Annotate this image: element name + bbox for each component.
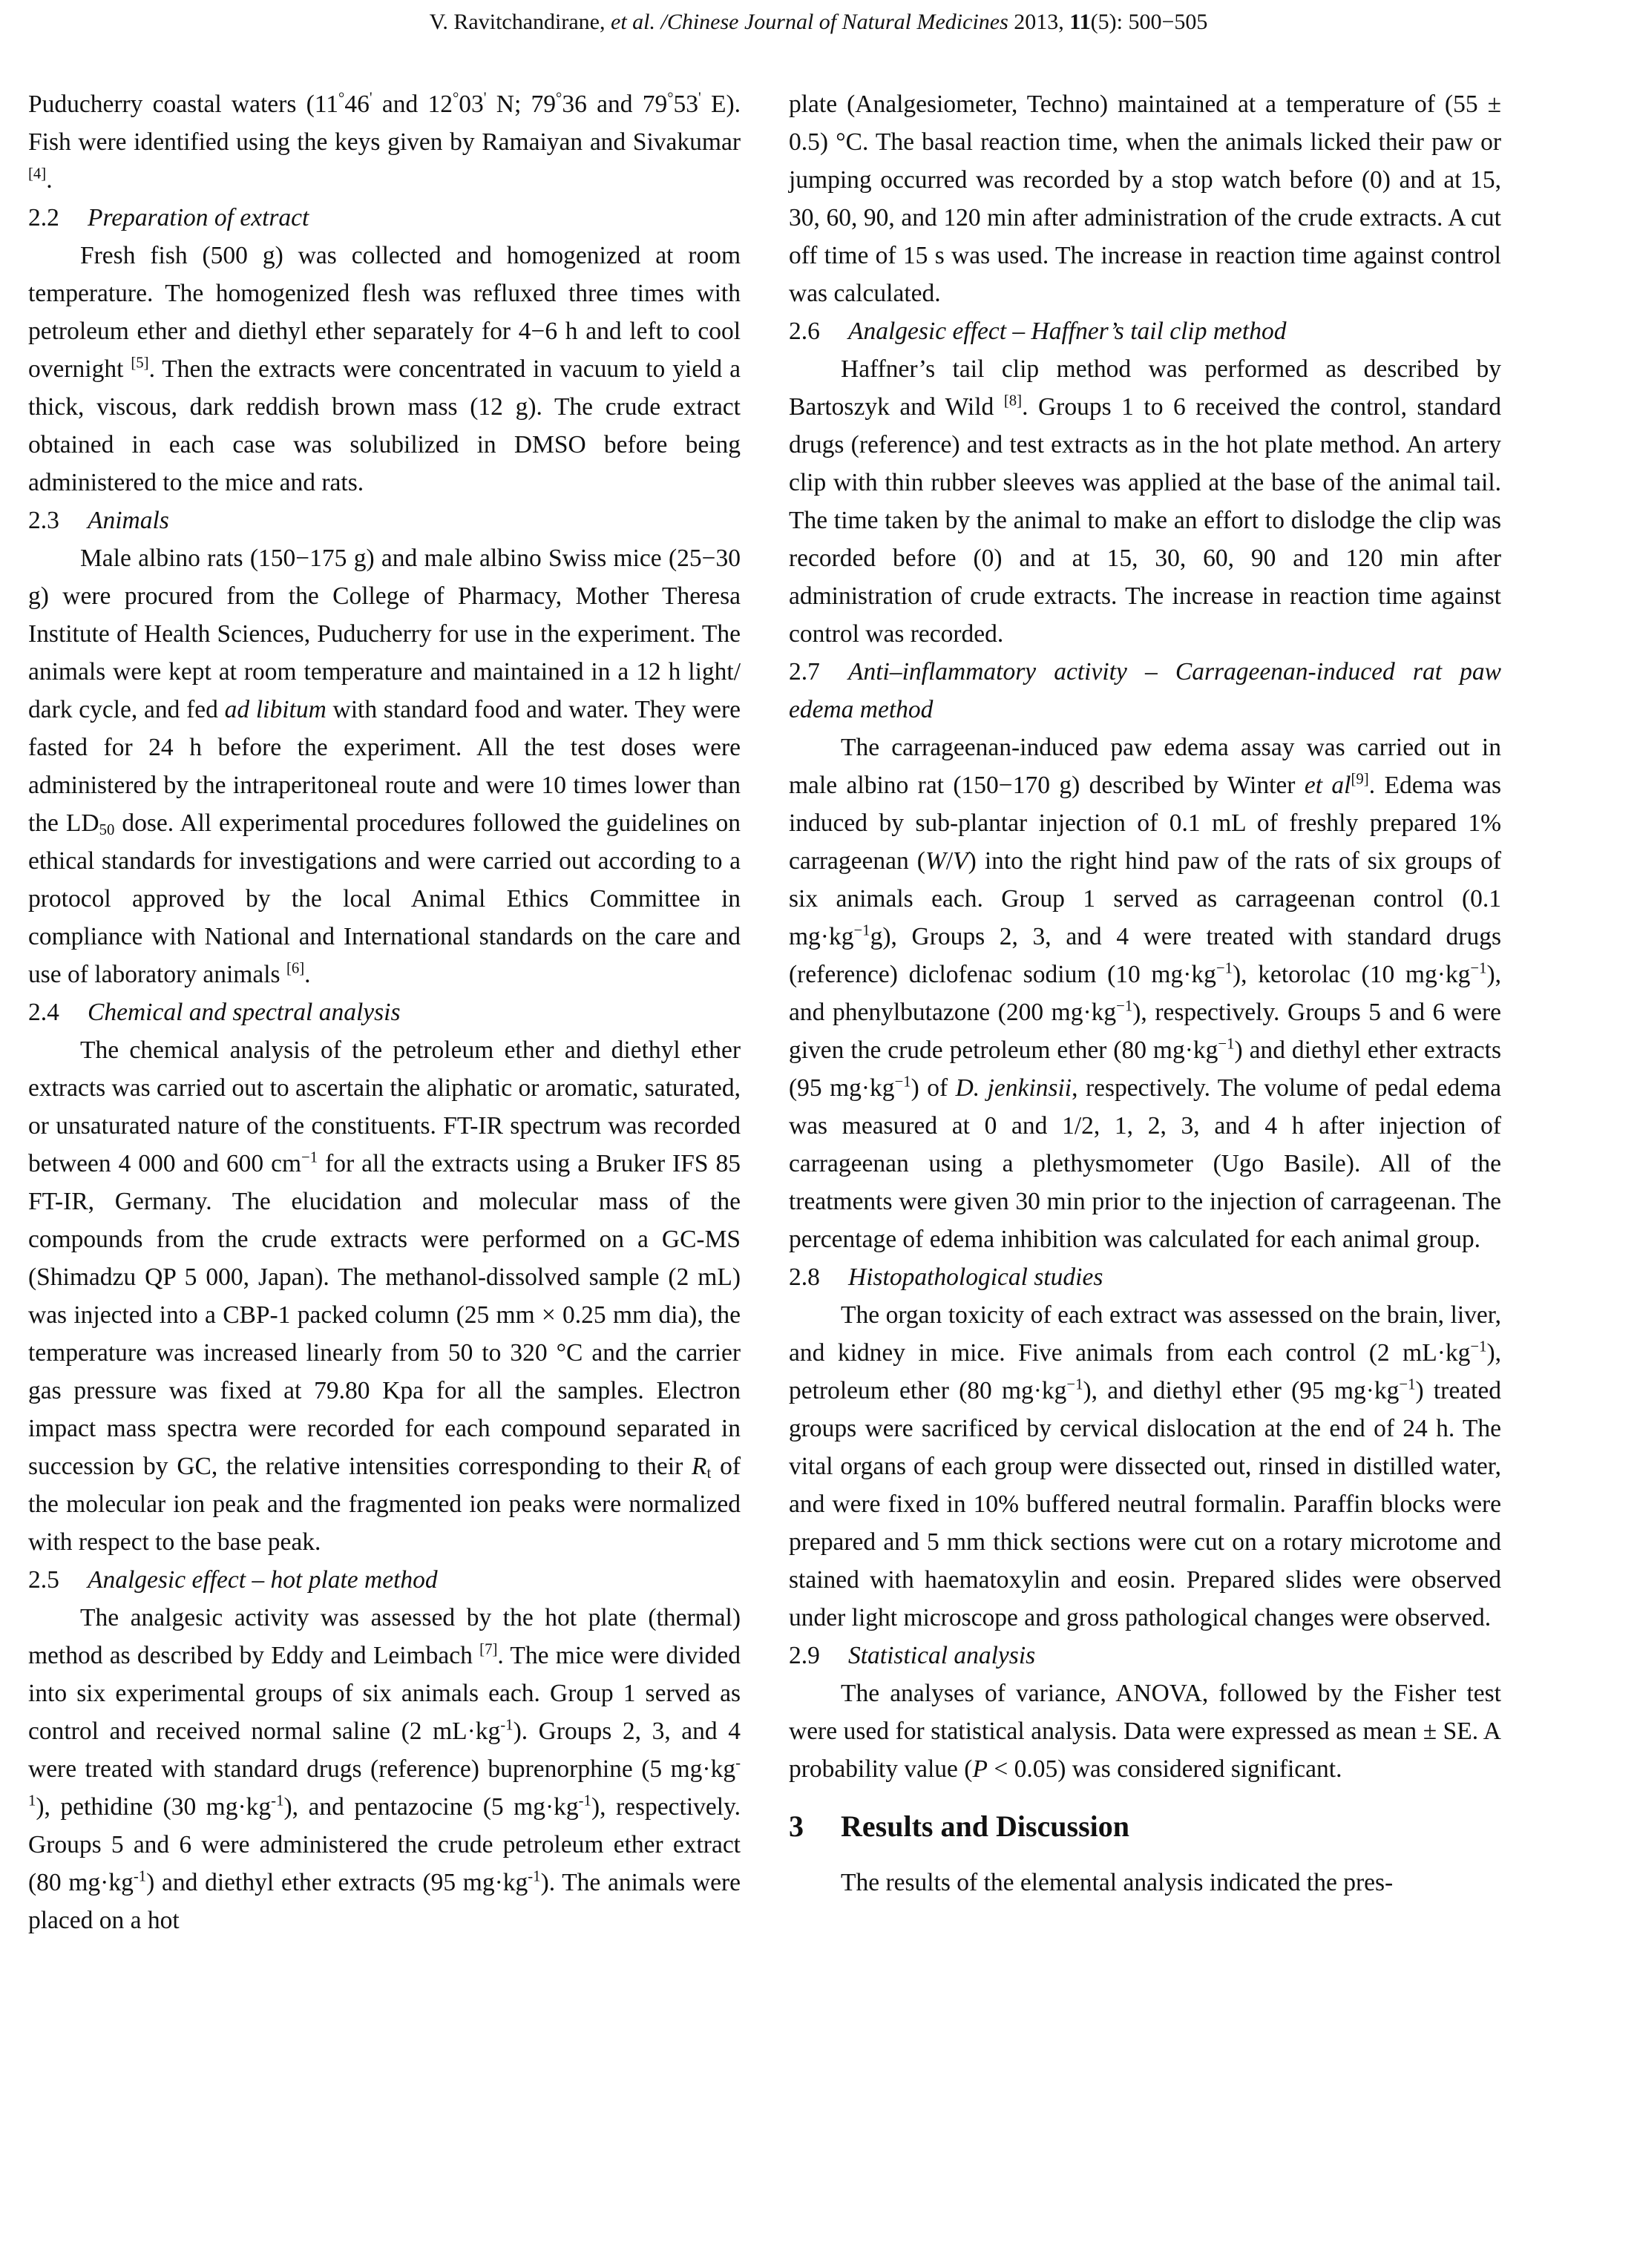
paragraph-histopathological-studies: The organ toxicity of each extract was assessed on the brain, liver, and kidney in mice. Five animals from each control (2 $mL\cdot kg^{-1}$), petroleum ether (80 $mg\cdot kg^{-1}$), and diethyl ether (95 $mg\cdot kg^{-1}$) treated groups were sacrificed by cervical dislocation at the end of 24 h. The vital organs of each group were dissected out, rinsed in distilled water, and were fixed in 10% buffered neutral formalin. Paraffin blocks were prepared and 5 mm thick sections were cut on a rotary microtome and stained with haematoxylin and eosin. Prepared slides were observed under light microscope and gross pathological changes were observed. xyxy=(789,1301,1501,1631)
subsection-heading-2-6: 2.6 Analgesic effect – Haffner’s tail clip method xyxy=(789,318,1287,345)
paragraph-chemical-and-spectral-analysis: The chemical analysis of the petroleum ether and diethyl ether extracts was carried out to ascertain the aliphatic or aromatic, saturated, or unsaturated nature of the constituents. FT-IR spectrum was recorded between 4 000 and 600 $cm^{-1}$ for all the extracts using a Bruker IFS 85 FT-IR, Germany. The elucidation and molecular mass of the compounds from the crude extracts were performed on a GC-MS (Shimadzu QP 5 000, Japan). The methanol-dissolved sample (2 mL) was injected into a CBP-1 packed column (25 mm × 0.25 mm dia), the temperature was increased linearly from 50 to 320 °C and the carrier gas pressure was fixed at 79.80 Kpa for all the samples. Electron impact mass spectra were recorded for each compound separated in succession by GC, the relative intensities corresponding to their $R_t$ of the molecular ion peak and the fragmented ion peaks were normalized with respect to the base peak. xyxy=(28,1036,741,1556)
paragraph-preparation-of-extract: Fresh fish (500 g) was collected and homogenized at room temperature. The homogenized flesh was refluxed three times with petroleum ether and diethyl ether separately for 4−6 h and left to cool overnight [5]. Then the extracts were concentrated in vacuum to yield a thick, viscous, dark reddish brown mass (12 g). The crude extract obtained in each case was solubilized in DMSO before being administered to the mice and rats. xyxy=(28,242,741,496)
section-heading-3: 3 Results and Discussion xyxy=(789,1810,1130,1843)
paragraph-hot-plate-continued: plate (Analgesiometer, Techno) maintained at a temperature of (55 ± 0.5) °C. The basal reaction time, when the animals licked their paw or jumping occurred was recorded by a stop watch before (0) and at 15, 30, 60, 90, and 120 min after administration of the crude extracts. A cut off time of 15 s was used. The increase in reaction time against control was calculated. xyxy=(789,91,1501,307)
subsection-heading-2-3: 2.3 Animals xyxy=(28,507,169,534)
subsection-heading-2-8: 2.8 Histopathological studies xyxy=(789,1263,1103,1291)
paragraph-intro-continued: Puducherry coastal waters (11°46' and 12°03' N; 79°36 and 79°53' E). Fish were identified using the keys given by Ramaiyan and Sivakumar [4]. xyxy=(28,89,741,194)
paragraph-animals: Male albino rats (150−175 g) and male albino Swiss mice (25−30 g) were procured from the College of Pharmacy, Mother Theresa Institute of Health Sciences, Puducherry for use in the experiment. The animals were kept at room temperature and maintained in a 12 h light/ dark cycle, and fed ad libitum with standard food and water. They were fasted for 24 h before the experiment. All the test doses were administered by the intraperitoneal route and were 10 times lower than the $LD_{50}$ dose. All experimental procedures followed the guidelines on ethical standards for investigations and were carried out according to a protocol approved by the local Animal Ethics Committee in compliance with National and International standards on the care and use of laboratory animals [6]. xyxy=(28,545,741,988)
subsection-heading-2-4: 2.4 Chemical and spectral analysis xyxy=(28,999,401,1026)
paragraph-tail-clip-method: Haffner’s tail clip method was performed as described by Bartoszyk and Wild [8]. Groups 1 to 6 received the control, standard drugs (reference) and test extracts as in the hot plate method. An artery clip with thin rubber sleeves was applied at the base of the animal tail. The time taken by the animal to make an effort to dislodge the clip was recorded before (0) and at 15, 30, 60, 90 and 120 min after administration of crude extracts. The increase in reaction time against control was recorded. xyxy=(789,355,1501,648)
subsection-heading-2-7: 2.7 Anti–inflammatory activity – Carrageenan-induced rat paw edema method xyxy=(789,658,1501,723)
paragraph-paw-edema-method: The carrageenan-induced paw edema assay was carried out in male albino rat (150−170 g) described by Winter et al[9]. Edema was induced by sub-plantar injection of 0.1 mL of freshly prepared 1% carrageenan (W/V) into the right hind paw of the rats of six groups of six animals each. Group 1 served as carrageenan control (0.1 $mg\cdot kg^{-1}g$), Groups 2, 3, and 4 were treated with standard drugs (reference) diclofenac sodium (10 $mg\cdot kg^{-1}$), ketorolac (10 $mg\cdot kg^{-1}$), and phenylbutazone (200 $mg\cdot kg^{-1}$), respectively. Groups 5 and 6 were given the crude petroleum ether (80 $mg\cdot kg^{-1}$) and diethyl ether extracts (95 $mg\cdot kg^{-1}$) of D. jenkinsii, respectively. The volume of pedal edema was measured at 0 and 1/2, 1, 2, 3, and 4 h after injection of carrageenan using a plethysmometer (Ugo Basile). All of the treatments were given 30 min prior to the injection of carrageenan. The percentage of edema inhibition was calculated for each animal group. xyxy=(789,734,1502,1253)
citation-ref: [6] xyxy=(286,959,305,977)
paragraph-statistical-analysis: The analyses of variance, ANOVA, followed by the Fisher test were used for statistical analysis. Data were expressed as mean ± SE. A probability value (P < 0.05) was considered significant. xyxy=(789,1680,1501,1783)
citation-ref: [5] xyxy=(131,354,149,372)
citation-ref: [8] xyxy=(1003,392,1023,410)
paragraph-results: The results of the elemental analysis indicated the pres- xyxy=(841,1869,1394,1896)
citation-ref: [9] xyxy=(1351,770,1369,788)
paragraph-hot-plate-method: The analgesic activity was assessed by the hot plate (thermal) method as described by Eddy and Leimbach [7]. The mice were divided into six experimental groups of six animals each. Group 1 served as control and received normal saline (2 $mL\cdot kg^{-1}$). Groups 2, 3, and 4 were treated with standard drugs (reference) buprenorphine (5 $mg\cdot kg^{-1}$), pethidine (30 $mg\cdot kg^{-1}$), and pentazocine (5 $mg\cdot kg^{-1}$), respectively. Groups 5 and 6 were administered the crude petroleum ether extract (80 $mg\cdot kg^{-1}$) and diethyl ether extracts (95 $mg\cdot kg^{-1}$). The animals were placed on a hot xyxy=(28,1604,741,1934)
citation-ref: [7] xyxy=(479,1640,498,1658)
left-column xyxy=(28,85,741,1939)
citation-ref: [4] xyxy=(28,165,47,183)
subsection-heading-2-2: 2.2 Preparation of extract xyxy=(28,204,309,231)
right-column xyxy=(789,85,1501,1901)
running-header: V. Ravitchandirane, et al. /Chinese Journal of Natural Medicines 2013, 11(5): 500−505 xyxy=(429,10,1208,34)
subsection-heading-2-5: 2.5 Analgesic effect – hot plate method xyxy=(28,1566,438,1594)
subsection-heading-2-9: 2.9 Statistical analysis xyxy=(789,1642,1036,1669)
